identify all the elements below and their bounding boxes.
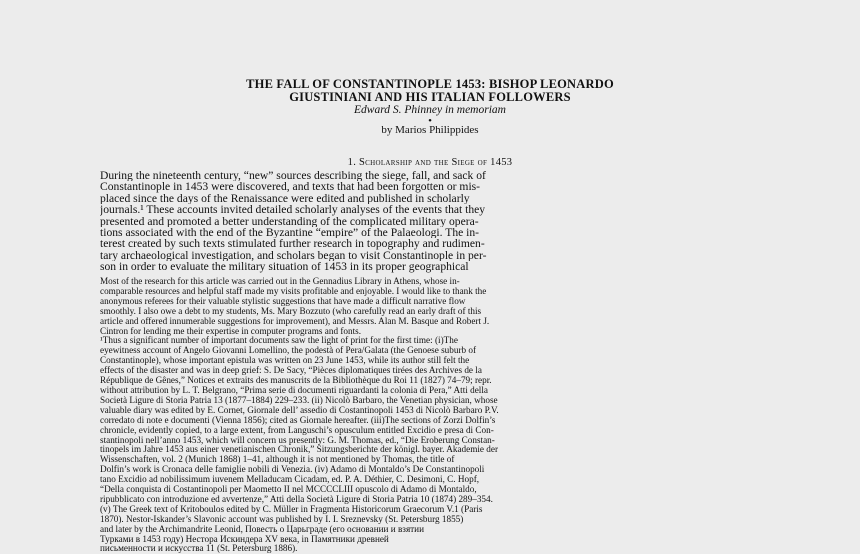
footnote-line: chronicle, evidently copied, to a large extent, from Languschi’s opusculum entitled Excidio e presa di Con- (100, 425, 494, 435)
article-title (100, 78, 760, 104)
footnote-line: valuable diary was edited by E. Cornet, Giornale dell’ assedio di Costantinopoli 1453 di Nicolò Barbaro P.V. (100, 405, 499, 415)
footnote-line: tano Excidio ad nobilissimum iuvenem Melladucam Cicadam, ed. P. A. Déthier, C. Desimoni, C. Hopf, (100, 475, 480, 485)
footnote-line: ¹Thus a significant number of important documents saw the light of print for the first time: (i)The (100, 336, 458, 346)
footnote-line: Società Ligure di Storia Patria 13 (1877–1884) 229–233. (ii) Nicolò Barbaro, the Venetian physician, whose (100, 395, 498, 405)
body-line: journals.¹ These accounts invited detailed scholarly analyses of the events that they (100, 204, 486, 216)
article-title-line-1: THE FALL OF CONSTANTINOPLE 1453: BISHOP LEONARDO (246, 77, 614, 91)
footnote-line: effects of the disaster and was in deep grief: S. De Sacy, “Pièces diplomatiques tirées des Archives de la (100, 366, 482, 376)
footnote-line: article and offered innumerable suggestions for improvement), and Messrs. Alan M. Basque and Robert J. (100, 316, 490, 326)
footnote-line: eyewitness account of Angelo Giovanni Lomellino, the podestà of Pera/Galata (the Genoese suburb of (100, 346, 477, 356)
body-line: son in order to evaluate the military situation of 1453 in its proper geographical (100, 261, 469, 273)
section-heading: 1. Scholarship and the Siege of 1453 (347, 157, 513, 168)
footnote-line: without attribution by L. T. Belgrano, “Prima serie di documenti riguardanti la colonia di Pera,” Atti della (100, 385, 488, 395)
body-line: terest created by such texts stimulated further research in topography and rudimen- (100, 238, 485, 250)
footnote-line: письменности и искусства 11 (St. Petersburg 1886). (100, 544, 298, 554)
footnote-line: République de Gênes,” Notices et extraits des manuscrits de la Bibliothèque du Roi 11 (1827) 74–79; repr. (100, 376, 492, 386)
body-line: Constantinople in 1453 were discovered, and texts that had been forgotten or mis- (100, 181, 481, 193)
footnote-line: ripubblicato con introduzione ed avvertenze,” Atti della Società Ligure di Storia Patria 10 (1874) 289–354. (100, 494, 493, 504)
body-line: placed since the days of the Renaissance were edited and published in scholarly (100, 192, 470, 205)
footnote-line: “Della conquista di Costantinopoli per Maometto II nel MCCCCLIII opuscolo di Adamo di Montaldo, (100, 485, 477, 495)
footnote-line: and later by the Archimandrite Leonid, Повесть о Царьграде (его основании и взятии (100, 524, 425, 534)
footnote-line: anonymous referees for their valuable stylistic suggestions that have made a difficult narrative flow (100, 296, 466, 306)
footnote-line: smoothly. I also owe a debt to my students, Ms. Mary Bozzuto (who carefully read an early draft of this (100, 306, 482, 316)
body-paragraph (100, 170, 762, 273)
footnote-line: stantinopoli nell’anno 1453, which will concern us presently: G. M. Thomas, ed., “Die Eroberung Constan- (100, 435, 495, 445)
footnote-line: Cintron for lending me their expertise in computer programs and fonts. (100, 326, 362, 336)
footnote-line: Most of the research for this article was carried out in the Gennadius Library in Athens, whose in- (100, 277, 460, 286)
article-title-line-2: GIUSTINIANI AND HIS ITALIAN FOLLOWERS (289, 90, 571, 104)
body-line: tions associated with the end of the Byzantine “empire” of the Palaeologi. The in- (100, 227, 480, 239)
body-line: tary archaeological investigation, and scholars began to visit Constantinople in per- (100, 249, 487, 262)
footnote-line: Dolfin’s work is Cronaca delle famiglie nobili di Venezia. (iv) Adamo di Montaldo’s De Constantinopoli (100, 465, 485, 475)
footnote-line: Турками в 1453 году) Нестора Искиндера XV века, in Памятники древней (100, 534, 389, 544)
footnote-line: Wissenschaften, vol. 2 (Munich 1868) 1–41, although it is not mentioned by Thomas, the title of (100, 455, 455, 465)
bullet-separator: • (428, 115, 432, 127)
footnote-line: 1870). Nestor-Iskander’s Slavonic account was published by I. I. Sreznevsky (St. Petersburg 1855) (100, 514, 464, 524)
footnote-line: Constantinople), whose important epistula was written on 23 June 1453, while its author still felt the (100, 356, 470, 366)
body-line: presented and promoted a better understanding of the complicated military opera- (100, 215, 479, 228)
dedication: Edward S. Phinney in memoriam (354, 104, 506, 116)
footnote-line: tinopels im Jahre 1453 aus einer venetianischen Chronik,” Sitzungsberichte der königl. bayer. Akademie der (100, 445, 499, 455)
footnotes (100, 277, 762, 554)
footnote-line: comparable resources and helpful staff made my visits profitable and enjoyable. I would like to thank the (100, 286, 487, 296)
body-line: During the nineteenth century, “new” sources describing the siege, fall, and sack of (100, 170, 486, 182)
byline: by Marios Philippides (381, 124, 479, 136)
footnote-line: (v) The Greek text of Kritoboulos edited by C. Müller in Fragmenta Historicorum Graecorum V.1 (Paris (100, 504, 483, 514)
footnote-line: corredato di note e documenti (Vienna 1856); cited as Giornale hereafter. (iii)The sections of Zorzi Dolfin’s (100, 415, 496, 425)
